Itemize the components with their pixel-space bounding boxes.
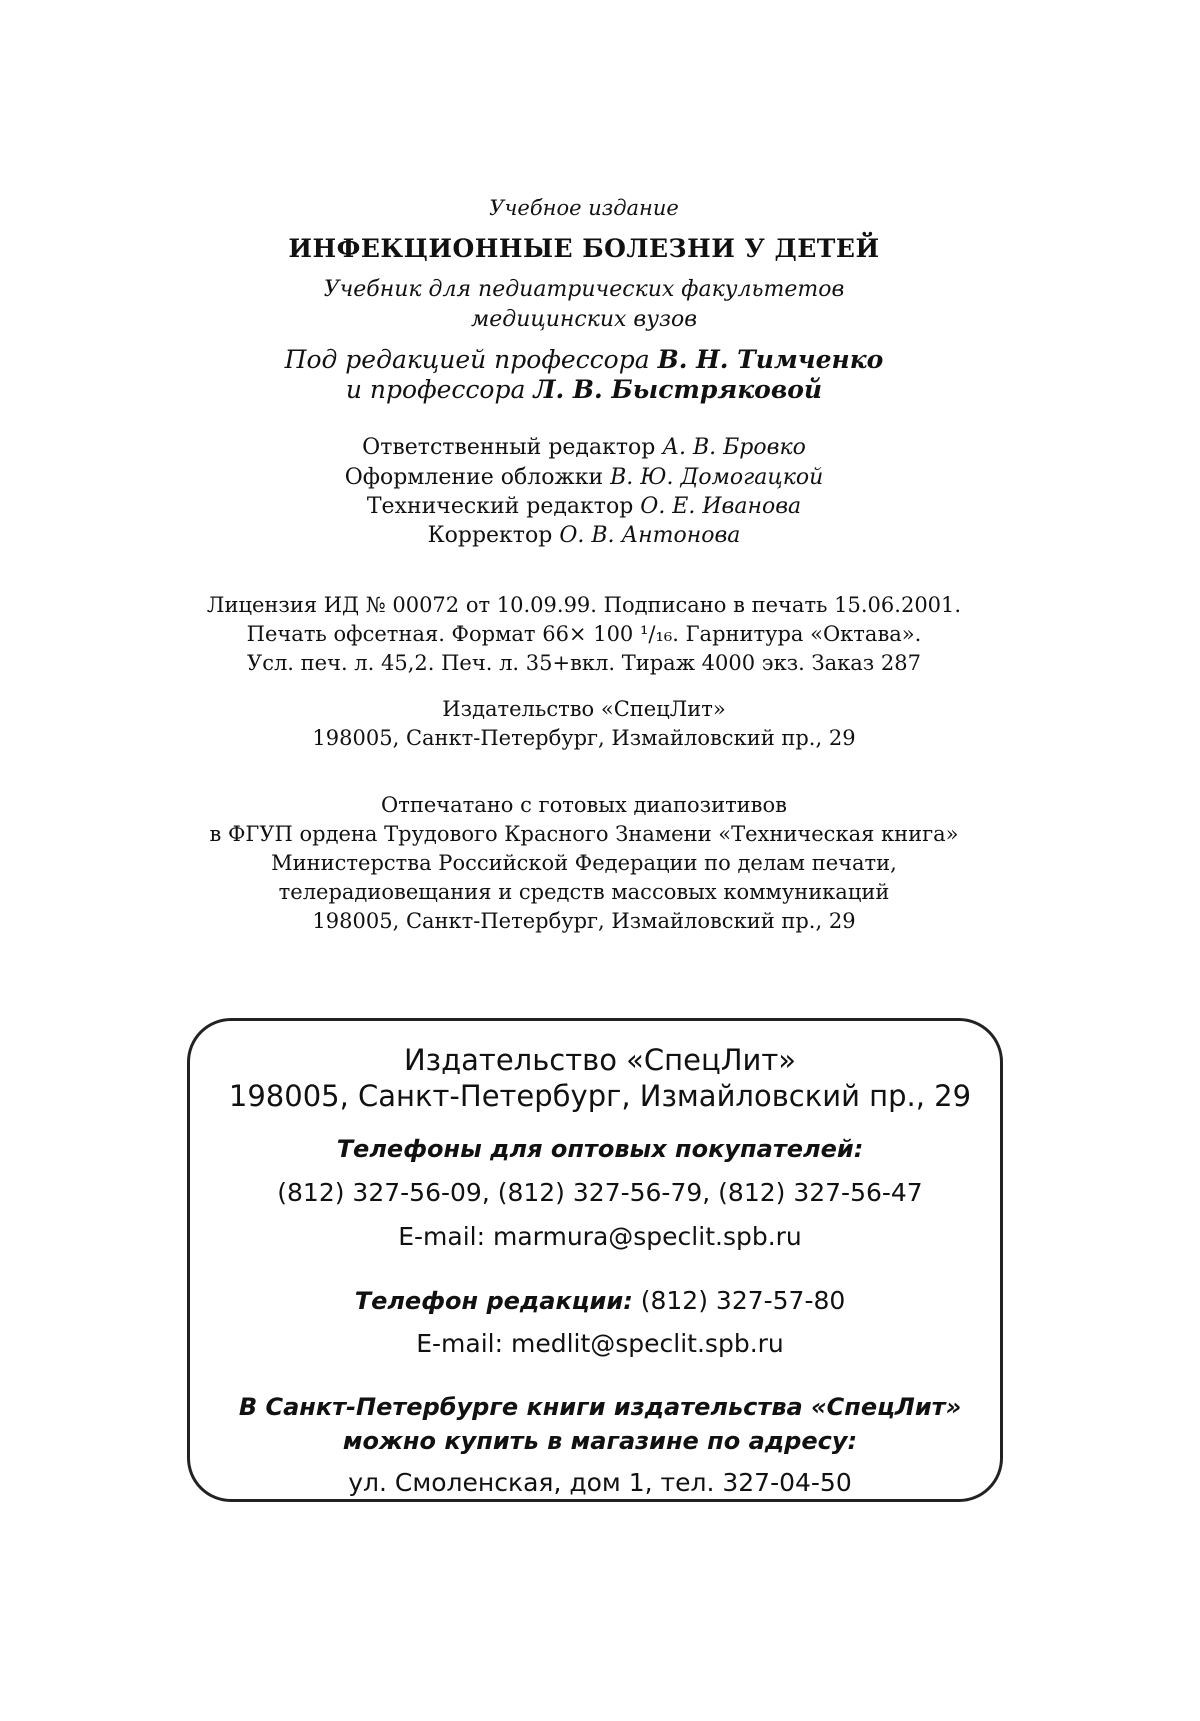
ad-wholesale-label: Телефоны для оптовых покупателей:: [336, 1135, 864, 1163]
subtitle-line-1: Учебник для педиатрических факультетов: [323, 277, 845, 302]
editor-name-2: Л. В. Быстряковой: [533, 375, 823, 404]
book-title: ИНФЕКЦИОННЫЕ БОЛЕЗНИ У ДЕТЕЙ: [288, 234, 880, 263]
subtitle-line-2: медицинских вузов: [470, 307, 698, 332]
ad-editorial-phone-line: [0, 1286, 1200, 1315]
imprint-line-1: Лицензия ИД № 00072 от 10.09.99. Подписано в печать 15.06.2001.: [206, 593, 962, 617]
ad-wholesale-phones: (812) 327-56-09, (812) 327-56-79, (812) 327-56-47: [277, 1178, 923, 1207]
ad-publisher-name: Издательство «СпецЛит»: [403, 1043, 796, 1077]
printer-line-2: в ФГУП ордена Трудового Красного Знамени «Техническая книга»: [209, 822, 959, 846]
credit-name: А. В. Бровко: [662, 435, 806, 460]
imprint-line-3: Усл. печ. л. 45,2. Печ. л. 35+вкл. Тираж 4000 экз. Заказ 287: [247, 651, 921, 675]
printer-line-4: телерадиовещания и средств массовых коммуникаций: [278, 880, 890, 904]
ad-publisher-address: 198005, Санкт-Петербург, Измайловский пр., 29: [228, 1079, 972, 1113]
credit-role: Ответственный редактор: [362, 435, 656, 460]
credit-technical-editor: [0, 494, 1184, 519]
credit-role: Корректор: [427, 523, 553, 548]
credit-role: Технический редактор: [366, 494, 634, 519]
ad-editorial-label: Телефон редакции:: [354, 1287, 633, 1315]
editors-line-2: [0, 375, 1184, 404]
imprint-line-2: Печать офсетная. Формат 66× 100 ¹/₁₆. Гарнитура «Октава».: [246, 622, 922, 646]
editors-line-1-prefix: Под редакцией профессора: [284, 345, 650, 374]
publisher-name: Издательство «СпецЛит»: [442, 697, 726, 721]
printer-line-5: 198005, Санкт-Петербург, Измайловский пр., 29: [312, 909, 856, 933]
ad-store-line-1: В Санкт-Петербурге книги издательства «СпецЛит»: [238, 1393, 962, 1421]
credit-responsible-editor: [0, 435, 1184, 460]
ad-store-line-2: можно купить в магазине по адресу:: [342, 1427, 858, 1455]
edition-type: Учебное издание: [489, 196, 679, 220]
credit-name: О. Е. Иванова: [640, 494, 802, 519]
credit-name: О. В. Антонова: [559, 523, 741, 548]
credit-proofreader: [0, 523, 1184, 548]
editor-name-1: В. Н. Тимченко: [657, 345, 884, 374]
printer-line-1: Отпечатано с готовых диапозитивов: [381, 793, 787, 817]
ad-editorial-phone: (812) 327-57-80: [632, 1286, 846, 1315]
credit-role: Оформление обложки: [344, 465, 604, 490]
printer-line-3: Министерства Российской Федерации по делам печати,: [271, 851, 897, 875]
credit-cover-design: [0, 465, 1184, 490]
publisher-address: 198005, Санкт-Петербург, Измайловский пр., 29: [312, 726, 856, 750]
ad-email-sales: E-mail: marmura@speclit.spb.ru: [398, 1222, 802, 1251]
editors-line-2-prefix: и профессора: [345, 375, 526, 404]
ad-store-address: ул. Смоленская, дом 1, тел. 327-04-50: [348, 1468, 852, 1497]
editors-line-1: [0, 345, 1184, 374]
ad-email-editorial: E-mail: medlit@speclit.spb.ru: [416, 1329, 784, 1358]
credit-name: В. Ю. Домогацкой: [610, 465, 824, 490]
